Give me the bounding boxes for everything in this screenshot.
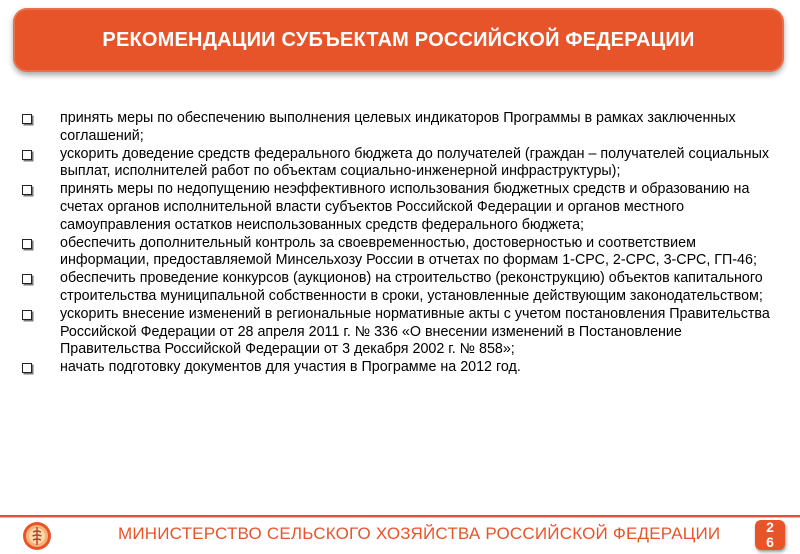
checkbox-bullet-icon — [22, 185, 32, 195]
list-item — [18, 270, 783, 305]
list-item — [18, 359, 783, 377]
title-banner — [13, 8, 784, 72]
list-item — [18, 235, 783, 270]
footer-ministry-name: МИНИСТЕРСТВО СЕЛЬСКОГО ХОЗЯЙСТВА РОССИЙСКОЙ ФЕДЕРАЦИИ — [118, 524, 721, 543]
list-item-text: обеспечить проведение конкурсов (аукционов) на строительство (реконструкцию) объектов капитального строительства муниципальной собственности в сроки, установленные действующим законодательством; — [60, 270, 763, 304]
list-item — [18, 146, 783, 181]
checkbox-bullet-icon — [22, 150, 32, 160]
list-item — [18, 306, 783, 359]
checkbox-bullet-icon — [22, 274, 32, 284]
list-item-text: ускорить внесение изменений в региональные нормативные акты с учетом постановления Правительства Российской Федерации от 28 апреля 2011 г. № 336 «О внесении изменений в Постановление Правительства Российской Федерации от 3 декабря 2002 г. № 858»; — [60, 306, 770, 358]
page-number-digit: 2 — [766, 519, 774, 535]
list-item — [18, 181, 783, 234]
list-item-text: принять меры по обеспечению выполнения целевых индикаторов Программы в рамках заключенных соглашений; — [60, 110, 736, 144]
list-item — [18, 110, 783, 145]
page-title: РЕКОМЕНДАЦИИ СУБЪЕКТАМ РОССИЙСКОЙ ФЕДЕРАЦИИ — [102, 28, 695, 51]
checkbox-bullet-icon — [22, 239, 32, 249]
checkbox-bullet-icon — [22, 310, 32, 320]
checkbox-bullet-icon — [22, 114, 32, 124]
list-item-text: ускорить доведение средств федерального бюджета до получателей (граждан – получателей социальных выплат, исполнителей работ по объектам социально-инженерной инфраструктуры); — [60, 145, 769, 180]
list-item-text: обеспечить дополнительный контроль за своевременностью, достоверностью и соответствием информации, предоставляемой Минсельхозу России в отчетах по формам 1-СРС, 2-СРС, 3-СРС, ГП-46; — [60, 234, 757, 269]
checkbox-bullet-icon — [22, 363, 32, 373]
footer-divider-highlight — [0, 517, 800, 518]
page-number-badge — [755, 520, 785, 550]
list-item-text: начать подготовку документов для участия в Программе на 2012 год. — [60, 359, 521, 376]
recommendations-list — [18, 110, 783, 377]
ministry-emblem-icon — [22, 521, 52, 551]
page-number-digit: 6 — [766, 534, 774, 550]
list-item-text: принять меры по недопущению неэффективного использования бюджетных средств и образованию на счетах органов исполнительной власти субъектов Российской Федерации и органов местного самоуправления остатков неиспользованных средств федерального бюджета; — [60, 181, 750, 233]
